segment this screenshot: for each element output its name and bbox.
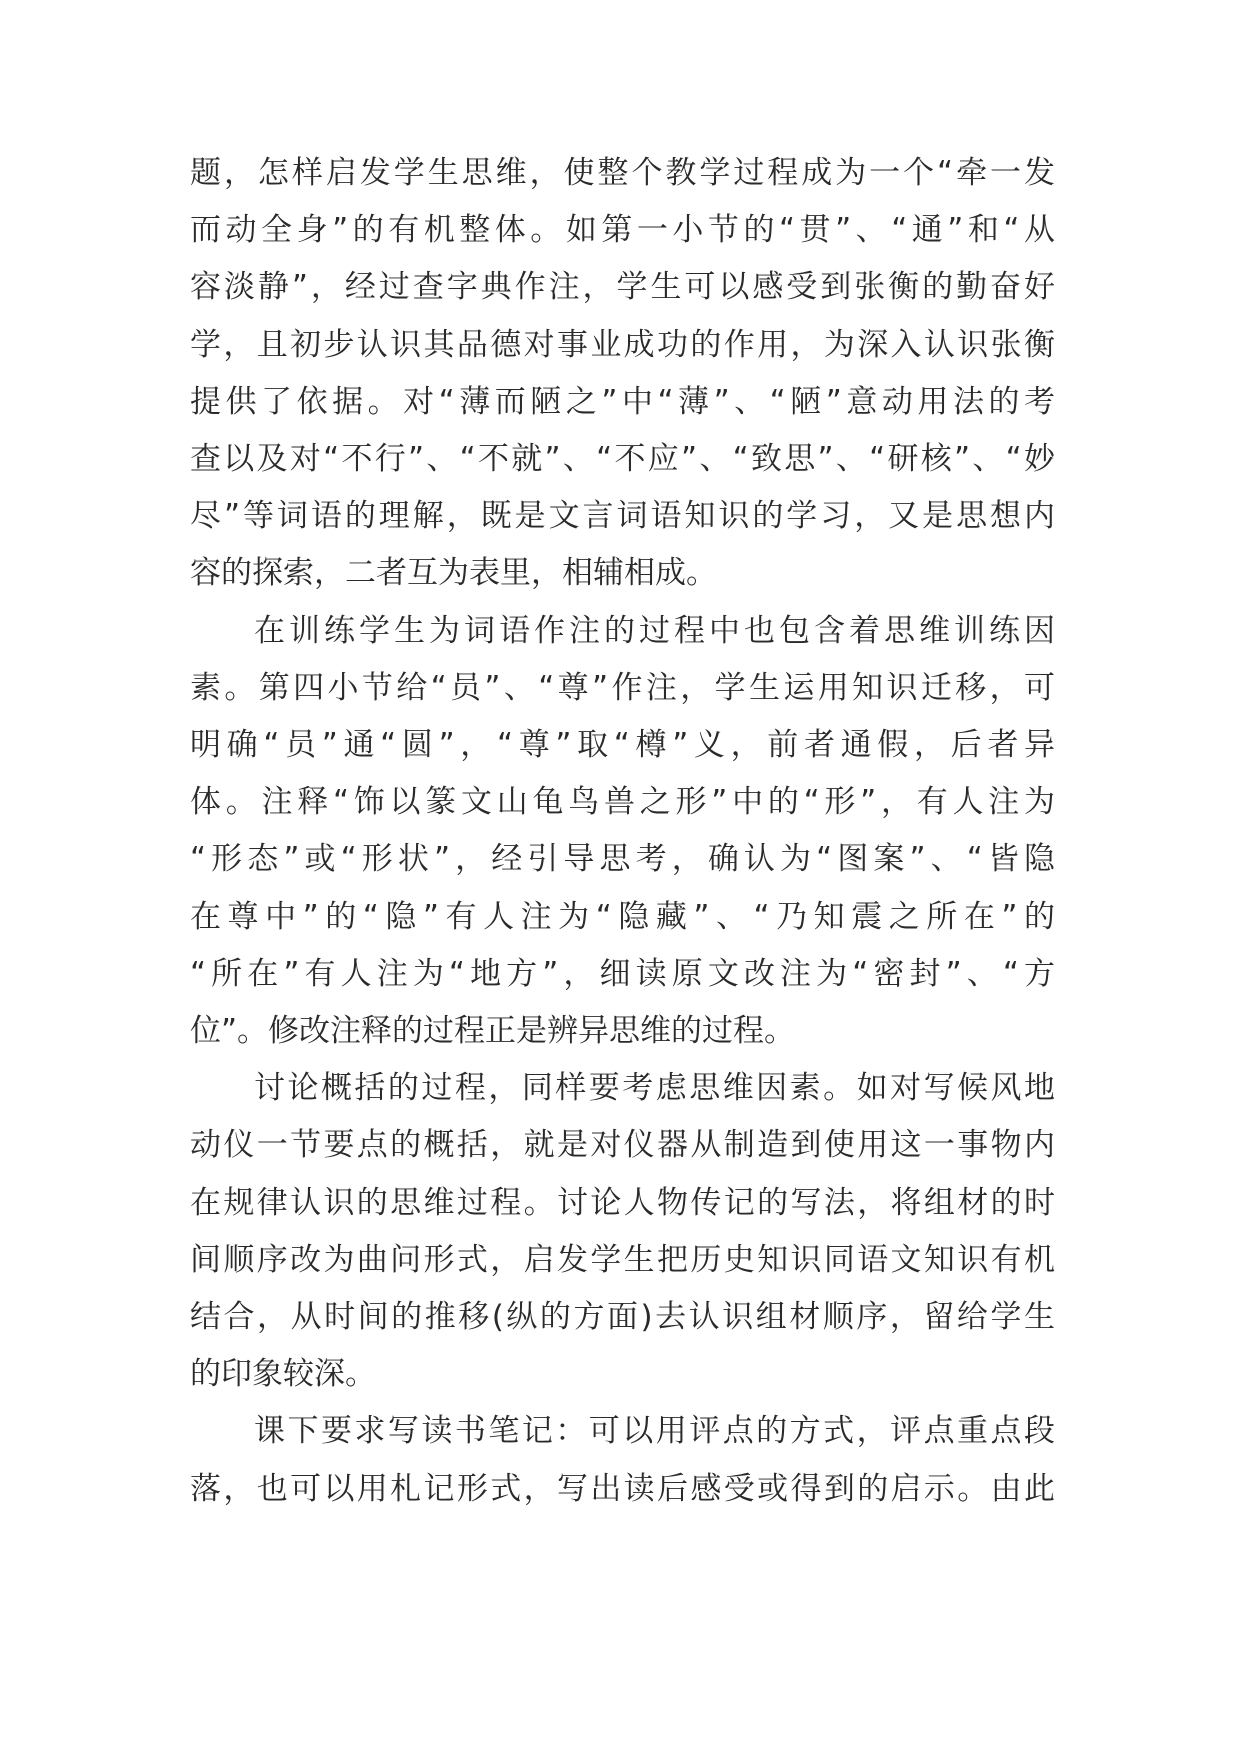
text-line: 间顺序改为曲问形式，启发学生把历史知识同语文知识有机 (190, 1242, 1055, 1278)
text-line: 讨论概括的过程，同样要考虑思维因素。如对写候风地 (254, 1070, 1055, 1106)
text-line: 在规律认识的思维过程。讨论人物传记的写法，将组材的时 (190, 1185, 1055, 1221)
text-line: 题，怎样启发学生思维，使整个教学过程成为一个“牵一发 (190, 155, 1055, 191)
text-line: 位”。修改注释的过程正是辨异思维的过程。 (190, 1013, 796, 1049)
text-line: 明确“员”通“圆”，“尊”取“樽”义，前者通假，后者异 (190, 727, 1055, 763)
text-line: 查以及对“不行”、“不就”、“不应”、“致思”、“研核”、“妙 (190, 441, 1055, 477)
text-line: 在训练学生为词语作注的过程中也包含着思维训练因 (254, 613, 1055, 649)
text-line: 的印象较深。 (190, 1356, 376, 1392)
text-line: “形态”或“形状”，经引导思考，确认为“图案”、“皆隐 (190, 841, 1055, 877)
text-line: 结合，从时间的推移(纵的方面)去认识组材顺序，留给学生 (190, 1299, 1055, 1335)
text-line: 容的探索，二者互为表里，相辅相成。 (190, 555, 717, 591)
text-line: 提供了依据。对“薄而陋之”中“薄”、“陋”意动用法的考 (190, 384, 1055, 420)
text-line: 容淡静”，经过查字典作注，学生可以感受到张衡的勤奋好 (190, 269, 1055, 305)
text-line: 学，且初步认识其品德对事业成功的作用，为深入认识张衡 (190, 327, 1055, 363)
text-line: 落，也可以用札记形式，写出读后感受或得到的启示。由此 (190, 1471, 1055, 1507)
text-line: “所在”有人注为“地方”，细读原文改注为“密封”、“方 (190, 956, 1055, 992)
text-line: 素。第四小节给“员”、“尊”作注，学生运用知识迁移，可 (190, 670, 1055, 706)
text-line: 在尊中”的“隐”有人注为“隐藏”、“乃知震之所在”的 (190, 899, 1055, 935)
text-line: 动仪一节要点的概括，就是对仪器从制造到使用这一事物内 (190, 1127, 1055, 1163)
text-line: 尽”等词语的理解，既是文言词语知识的学习，又是思想内 (190, 498, 1055, 534)
text-line: 体。注释“饰以篆文山龟鸟兽之形”中的“形”，有人注为 (190, 784, 1055, 820)
text-line: 课下要求写读书笔记：可以用评点的方式，评点重点段 (254, 1413, 1055, 1449)
text-line: 而动全身”的有机整体。如第一小节的“贯”、“通”和“从 (190, 212, 1055, 248)
